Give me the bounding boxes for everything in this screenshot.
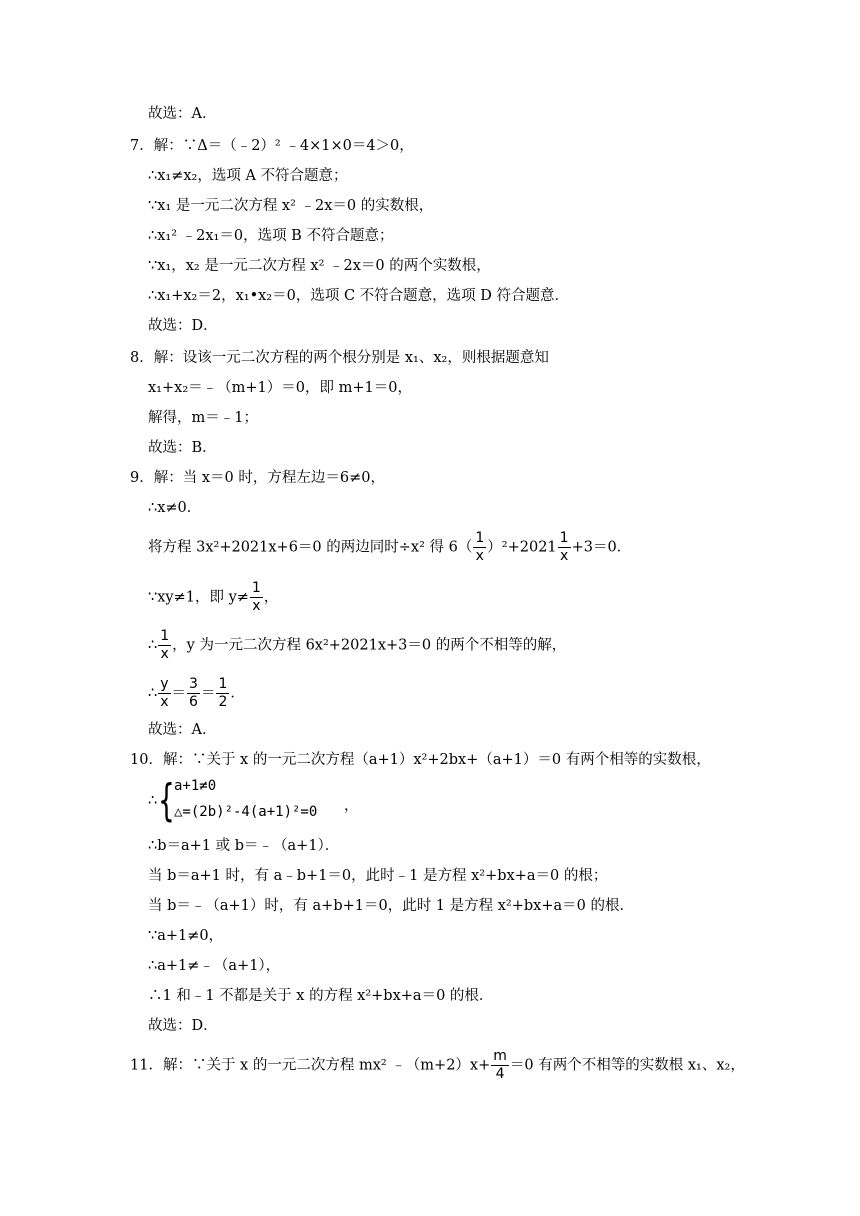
line-7-c: ∴x₁² ﹣2x₁＝0，选项 B 不符合题意；: [148, 228, 394, 244]
line-9-e: [148, 676, 245, 711]
line-7-b: ∵x₁ 是一元二次方程 x² ﹣2x＝0 的实数根，: [148, 198, 434, 214]
fraction-three-over-six: [187, 676, 200, 711]
system-row-2: △=(2b)²-4(a+1)²=0: [174, 804, 318, 820]
fraction-numerator: m: [493, 1048, 507, 1064]
line-10-b: 当 b＝a+1 时，有 a﹣b+1＝0，此时﹣1 是方程 x²+bx+a＝0 的根；: [148, 868, 608, 884]
line-10-e: ∴a+1≠﹣（a+1），: [148, 958, 281, 974]
line-9-d-post: ，y 为一元二次方程 6x²+2021x+3＝0 的两个不相等的解，: [172, 637, 567, 654]
line-11-head-pre: 11．解：∵关于 x 的一元二次方程 mx² ﹣（m+2）x+: [130, 1057, 491, 1074]
fraction-numerator: 1: [218, 676, 228, 692]
line-11-head-post: ＝0 有两个不相等的实数根 x₁、x₂，: [509, 1057, 745, 1074]
line-8-b: 解得，m＝﹣1；: [148, 410, 258, 426]
equals-sign: ＝: [171, 685, 187, 702]
fraction-y-over-x: [158, 676, 170, 711]
fraction-one-over-x-3: [250, 580, 263, 615]
line-7-e: ∴x₁+x₂＝2，x₁•x₂＝0，选项 C 不符合题意，选项 D 符合题意．: [148, 288, 569, 304]
fraction-numerator: 3: [189, 676, 198, 692]
fraction-one-over-x-4: [158, 628, 171, 663]
fraction-numerator: 1: [475, 530, 485, 546]
line-10-d: ∵a+1≠0，: [148, 928, 224, 944]
line-9-e-post: ．: [230, 685, 245, 702]
line-9-d-pre: ∴: [148, 637, 158, 654]
line-10-c: 当 b＝﹣（a+1）时，有 a+b+1＝0，此时 1 是方程 x²+bx+a＝0 的根．: [148, 898, 634, 914]
line-9-b-post: +3＝0．: [571, 539, 632, 556]
fraction-numerator: y: [160, 676, 169, 692]
fraction-one-over-two: [216, 676, 229, 711]
line-7-d: ∵x₁，x₂ 是一元二次方程 x² ﹣2x＝0 的两个实数根，: [148, 258, 491, 274]
line-7-choose: 故选：D．: [148, 318, 218, 334]
line-9-head: 9．解：当 x＝0 时，方程左边＝6≠0，: [130, 470, 385, 486]
line-9-b-mid: ）²+2021: [487, 539, 557, 556]
system-comma: ，: [344, 798, 359, 814]
fraction-denominator: x: [160, 646, 169, 662]
fraction-denominator: x: [160, 694, 169, 710]
line-8-head: 8．解：设该一元二次方程的两个根分别是 x₁、x₂，则根据题意知: [130, 350, 549, 366]
line-6-choose: 故选：A．: [148, 106, 217, 122]
line-10-head: 10．解：∵关于 x 的一元二次方程（a+1）x²+2bx+（a+1）＝0 有两个相等的实数根，: [130, 752, 711, 768]
line-9-c: [148, 580, 278, 615]
fraction-numerator: 1: [160, 628, 170, 644]
line-9-choose: 故选：A．: [148, 722, 217, 738]
fraction-denominator: x: [475, 548, 484, 564]
line-8-choose: 故选：B．: [148, 440, 217, 456]
fraction-denominator: 6: [189, 694, 198, 710]
line-10-choose: 故选：D．: [148, 1018, 218, 1034]
fraction-one-over-x: [473, 530, 486, 565]
line-9-c-post: ，: [263, 589, 279, 606]
line-7-a: ∴x₁≠x₂，选项 A 不符合题意；: [148, 168, 348, 184]
line-7-head: 7．解：∵Δ＝（﹣2）² ﹣4×1×0＝4＞0，: [130, 138, 414, 154]
fraction-denominator: x: [559, 548, 569, 564]
equals-sign: ＝: [200, 685, 216, 702]
therefore-symbol: ∴: [148, 793, 158, 809]
fraction-m-over-4: [491, 1048, 509, 1083]
line-9-b-pre: 将方程 3x²+2021x+6＝0 的两边同时÷x² 得 6（: [148, 539, 473, 556]
fraction-denominator: 4: [495, 1066, 505, 1082]
system-row-1: a+1≠0: [174, 778, 217, 794]
line-10-a: ∴b＝a+1 或 b＝﹣（a+1）．: [148, 838, 340, 854]
line-11-head: [130, 1048, 745, 1083]
line-8-a: x₁+x₂＝﹣（m+1）＝0，即 m+1＝0，: [148, 380, 412, 396]
fraction-one-over-x-2: [558, 530, 571, 565]
line-9-d: [148, 628, 566, 663]
line-9-a: ∴x≠0．: [148, 500, 202, 516]
fraction-denominator: 2: [218, 694, 228, 710]
line-9-b: [148, 530, 631, 565]
fraction-denominator: x: [252, 598, 261, 614]
line-9-e-pre: ∴: [148, 685, 158, 702]
left-brace: {: [158, 775, 175, 826]
fraction-numerator: 1: [559, 530, 569, 546]
line-9-c-pre: ∵xy≠1，即 y≠: [148, 589, 249, 606]
fraction-numerator: 1: [251, 580, 261, 596]
line-10-f: ∴1 和﹣1 不都是关于 x 的方程 x²+bx+a＝0 的根．: [148, 988, 494, 1004]
